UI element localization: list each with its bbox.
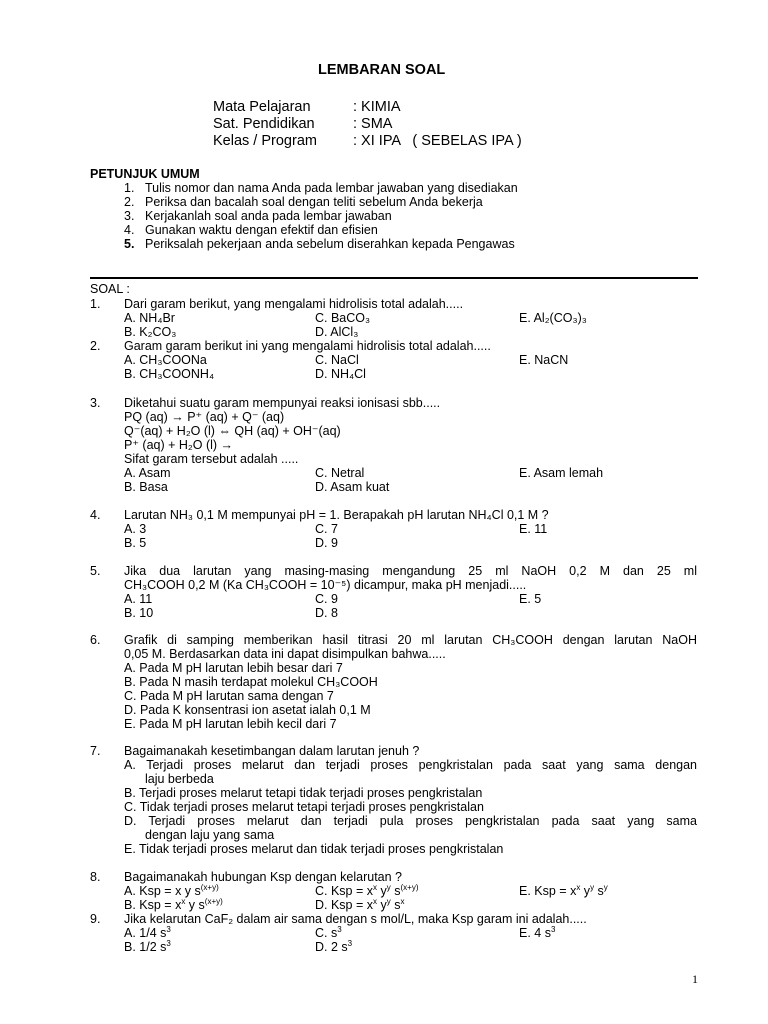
option-e: E. Al₂(CO₃)₃	[519, 311, 587, 325]
page-title: LEMBARAN SOAL	[318, 62, 446, 78]
option-a: A. Pada M pH larutan lebih besar dari 7	[124, 661, 343, 675]
option-a-cont: laju berbeda	[145, 772, 214, 786]
petunjuk-text: Kerjakanlah soal anda pada lembar jawaban	[145, 209, 392, 223]
option-a: A. 11	[124, 592, 153, 606]
option-b: B. CH₃COONH₄	[124, 367, 215, 381]
page-number: 1	[692, 972, 698, 986]
petunjuk-text: Tulis nomor dan nama Anda pada lembar jawaban yang disediakan	[145, 181, 518, 195]
meta-value-class: : XI IPA ( SEBELAS IPA )	[353, 133, 522, 149]
option-a: A. 1/4 $s^3$	[124, 925, 171, 940]
meta-value-subject: : KIMIA	[353, 99, 401, 115]
question-number: 2.	[90, 339, 101, 353]
option-d: D. NH₄Cl	[315, 367, 366, 381]
option-b: B. 10	[124, 606, 154, 620]
option-a: A. CH₃COONa	[124, 353, 207, 367]
option-d: D. Asam kuat	[315, 480, 390, 494]
option-c: C. NaCl	[315, 353, 359, 367]
section-divider	[90, 277, 698, 279]
option-e: E. NaCN	[519, 353, 569, 367]
meta-label-school: Sat. Pendidikan	[213, 116, 315, 132]
option-c: C. Ksp = $x^x$ $y^y$ $s^{(x+y)}$	[315, 883, 419, 898]
petunjuk-text: Periksalah pekerjaan anda sebelum diserahkan kepada Pengawas	[145, 237, 515, 251]
petunjuk-num: 1.	[124, 181, 135, 195]
option-e: E. 4 $s^3$	[519, 925, 556, 940]
meta-label-subject: Mata Pelajaran	[213, 99, 311, 115]
option-e: E. 5	[519, 592, 542, 606]
petunjuk-num: 3.	[124, 209, 135, 223]
option-c: C. Tidak terjadi proses melarut tetapi terjadi proses pengkristalan	[124, 800, 484, 814]
reaction-line: Q⁻(aq) + H₂O (l) ⇔ QH (aq) + OH⁻(aq)	[124, 424, 341, 438]
petunjuk-text: Periksa dan bacalah soal dengan teliti sebelum Anda bekerja	[145, 195, 483, 209]
question-number: 5.	[90, 564, 101, 578]
option-b: B. K₂CO₃	[124, 325, 177, 339]
question-number: 4.	[90, 508, 101, 522]
question-number: 8.	[90, 870, 101, 884]
option-c: C. Netral	[315, 466, 365, 480]
option-c: C. BaCO₃	[315, 311, 371, 325]
option-c: C. 9	[315, 592, 338, 606]
option-a: A. Asam	[124, 466, 171, 480]
question-text: Grafik di samping memberikan hasil titrasi 20 ml larutan CH₃COOH dengan larutan NaOH	[124, 633, 697, 647]
option-d: D. 8	[315, 606, 338, 620]
question-number: 3.	[90, 396, 101, 410]
question-text: Larutan NH₃ 0,1 M mempunyai pH = 1. Berapakah pH larutan NH₄Cl 0,1 M ?	[124, 508, 549, 522]
meta-label-class: Kelas / Program	[213, 133, 317, 149]
option-e: E. 11	[519, 522, 548, 536]
option-d: D. 2 $s^3$	[315, 939, 353, 954]
question-number: 9.	[90, 912, 101, 926]
option-a: A. NH₄Br	[124, 311, 175, 325]
question-text: CH₃COOH 0,2 M (Ka CH₃COOH = 10⁻⁵) dicampur, maka pH menjadi.....	[124, 578, 527, 592]
option-a: A. Ksp = x y $s^{(x+y)}$	[124, 883, 219, 898]
petunjuk-heading: PETUNJUK UMUM	[90, 167, 200, 181]
option-e: E. Tidak terjadi proses melarut dan tidak terjadi proses pengkristalan	[124, 842, 504, 856]
option-e: E. Pada M pH larutan lebih kecil dari 7	[124, 717, 337, 731]
question-text: Bagaimanakah kesetimbangan dalam larutan jenuh ?	[124, 744, 420, 758]
question-number: 6.	[90, 633, 101, 647]
question-text: 0,05 M. Berdasarkan data ini dapat disimpulkan bahwa.....	[124, 647, 446, 661]
option-b: B. 1/2 $s^3$	[124, 939, 171, 954]
petunjuk-text: Gunakan waktu dengan efektif dan efisien	[145, 223, 378, 237]
option-d: D. Pada K konsentrasi ion asetat ialah 0,1 M	[124, 703, 371, 717]
petunjuk-num: 5.	[124, 237, 135, 251]
question-ask: Sifat garam tersebut adalah .....	[124, 452, 299, 466]
option-e: E. Asam lemah	[519, 466, 604, 480]
option-b: B. Basa	[124, 480, 168, 494]
option-c: C. Pada M pH larutan sama dengan 7	[124, 689, 334, 703]
question-text: Diketahui suatu garam mempunyai reaksi ionisasi sbb.....	[124, 396, 441, 410]
soal-label: SOAL :	[90, 282, 130, 296]
question-number: 1.	[90, 297, 101, 311]
option-a: A. 3	[124, 522, 147, 536]
question-text: Jika kelarutan CaF₂ dalam air sama dengan s mol/L, maka Ksp garam ini adalah.....	[124, 912, 587, 926]
option-b: B. Ksp = $x^x$ y $s^{(x+y)}$	[124, 897, 223, 912]
question-text: Garam garam berikut ini yang mengalami hidrolisis total adalah.....	[124, 339, 491, 353]
question-text: Jika dua larutan yang masing-masing mengandung 25 ml NaOH 0,2 M dan 25 ml	[124, 564, 697, 578]
option-e: E. Ksp = $x^x$ $y^y$ $s^y$	[519, 883, 608, 898]
option-c: C. $s^3$	[315, 925, 342, 940]
option-b: B. Terjadi proses melarut tetapi tidak terjadi proses pengkristalan	[124, 786, 483, 800]
petunjuk-num: 4.	[124, 223, 135, 237]
option-a: A. Terjadi proses melarut dan terjadi proses pengkristalan pada saat yang sama dengan	[124, 758, 697, 772]
question-number: 7.	[90, 744, 101, 758]
option-c: C. 7	[315, 522, 338, 536]
option-d-cont: dengan laju yang sama	[145, 828, 275, 842]
option-d: D. AlCl₃	[315, 325, 359, 339]
reaction-line: PQ (aq) → P⁺ (aq) + Q⁻ (aq)	[124, 410, 285, 424]
question-text: Dari garam berikut, yang mengalami hidrolisis total adalah.....	[124, 297, 464, 311]
option-d: D. Ksp = $x^x$ $y^y$ $s^x$	[315, 897, 405, 912]
question-text: Bagaimanakah hubungan Ksp dengan kelarutan ?	[124, 870, 402, 884]
option-b: B. 5	[124, 536, 147, 550]
option-d: D. Terjadi proses melarut dan terjadi pula proses pengkristalan pada saat yang sama	[124, 814, 697, 828]
option-b: B. Pada N masih terdapat molekul CH₃COOH	[124, 675, 378, 689]
option-d: D. 9	[315, 536, 338, 550]
reaction-line: P⁺ (aq) + H₂O (l) →	[124, 438, 234, 452]
meta-value-school: : SMA	[353, 116, 393, 132]
petunjuk-num: 2.	[124, 195, 135, 209]
